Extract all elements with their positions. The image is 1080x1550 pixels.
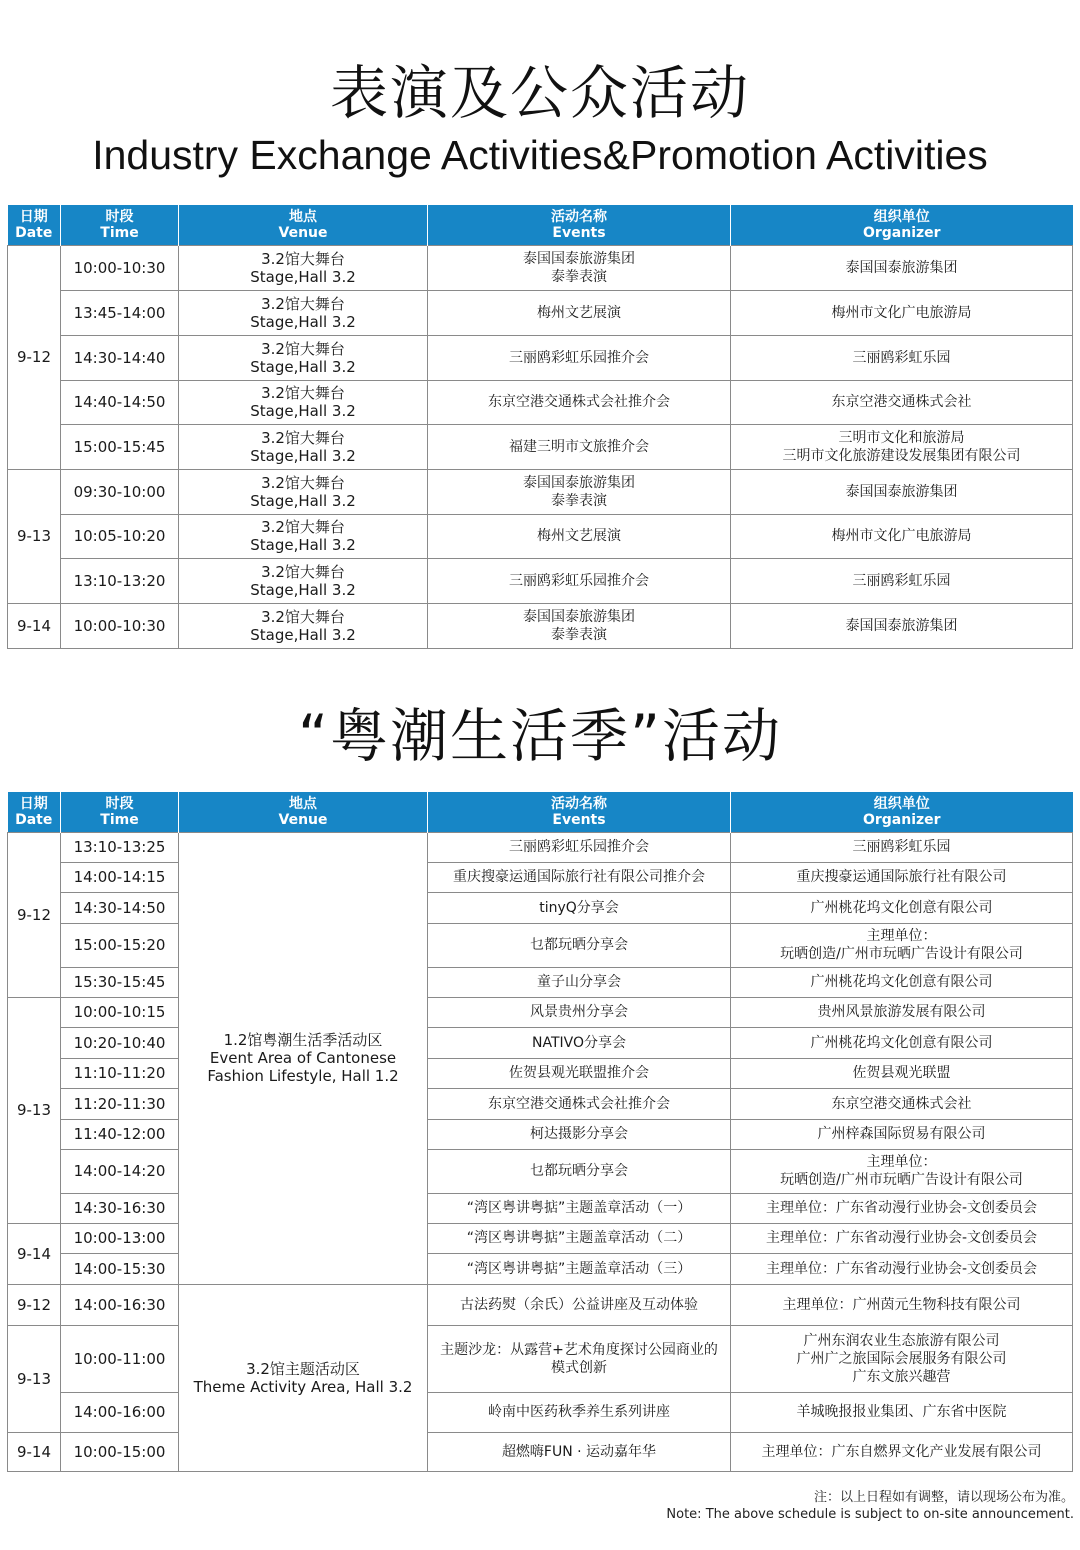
time-cell: 14:00-16:00 — [61, 1392, 179, 1432]
cell-line: Theme Activity Area, Hall 3.2 — [193, 1377, 413, 1396]
cell-line: 东京空港交通株式会社推介会 — [488, 394, 670, 410]
venue-cell — [179, 558, 428, 603]
cell-line: 主理单位：广州茵元生物科技有限公司 — [782, 1296, 1021, 1313]
cell-line: 东京空港交通株式会社推介会 — [488, 1095, 670, 1112]
venue-en: Stage,Hall 3.2 — [250, 625, 356, 644]
header-time: 时段 Time — [61, 792, 179, 832]
cell-line: 主理单位：广东省动漫行业协会-文创委员会 — [765, 1260, 1038, 1277]
note-en: Note: The above schedule is subject to on-site announcement. — [666, 1507, 1074, 1522]
organizer-cell — [731, 1027, 1073, 1058]
organizer-cell — [731, 923, 1073, 967]
venue-zh: 3.2馆大舞台 — [261, 428, 345, 447]
table-row — [8, 469, 1073, 514]
date-cell: 9-13 — [8, 1325, 61, 1432]
cell-line: 泰国国泰旅游集团 — [845, 483, 958, 500]
venue-zh: 3.2馆大舞台 — [261, 339, 345, 358]
organizer-cell — [731, 1149, 1073, 1193]
cell-line: 广州梓森国际贸易有限公司 — [817, 1126, 986, 1142]
cell-line: 泰国国泰旅游集团 — [523, 608, 635, 625]
cell-line: 玩晒创造/广州市玩晒广告设计有限公司 — [780, 946, 1023, 962]
header-date: 日期 Date — [8, 792, 61, 832]
cell-line: 福建三明市文旅推介会 — [509, 438, 649, 455]
cell-line: 古法药熨（余氏）公益讲座及互动体验 — [460, 1296, 698, 1313]
event-cell — [428, 997, 731, 1027]
table-row — [8, 603, 1073, 648]
table-row — [8, 424, 1073, 469]
event-cell — [428, 1027, 731, 1058]
venue-cell — [179, 469, 428, 514]
event-cell — [428, 424, 731, 469]
cell-line: 广州桃花坞文化创意有限公司 — [810, 1034, 993, 1051]
organizer-cell — [731, 1432, 1073, 1471]
event-cell — [428, 1325, 731, 1392]
event-cell — [428, 1432, 731, 1471]
table-row — [8, 1027, 1073, 1058]
cell-line: 广州桃花坞文化创意有限公司 — [810, 899, 993, 916]
cell-line: 主理单位：广东省动漫行业协会-文创委员会 — [765, 1230, 1038, 1246]
event-cell — [428, 469, 731, 514]
date-cell: 9-14 — [8, 1223, 61, 1284]
table-row — [8, 1088, 1073, 1119]
cell-line: 重庆搜豪运通国际旅行社有限公司 — [796, 869, 1007, 885]
date-cell: 9-13 — [8, 469, 61, 603]
organizer-cell — [731, 1392, 1073, 1432]
cell-line: 泰拳表演 — [551, 268, 607, 285]
event-cell — [428, 1392, 731, 1432]
event-cell — [428, 380, 731, 424]
organizer-cell — [731, 862, 1073, 892]
header-organizer: 组织单位 Organizer — [731, 792, 1073, 832]
venue-cell — [179, 424, 428, 469]
cell-line: 佐贺县观光联盟推介会 — [509, 1065, 649, 1081]
organizer-cell — [731, 335, 1073, 380]
cell-line: 东京空港交通株式会社 — [831, 394, 972, 410]
time-cell: 13:45-14:00 — [61, 290, 179, 335]
cell-line: 佐贺县观光联盟 — [852, 1065, 951, 1081]
table-row — [8, 558, 1073, 603]
time-cell: 14:30-14:50 — [61, 892, 179, 923]
event-cell — [428, 1193, 731, 1223]
cell-line: 玩晒创造/广州市玩晒广告设计有限公司 — [780, 1172, 1023, 1188]
date-cell: 9-13 — [8, 997, 61, 1223]
time-cell: 10:05-10:20 — [61, 514, 179, 558]
cell-line: 乜都玩晒分享会 — [530, 937, 628, 953]
cell-line: 三丽鸥彩虹乐园推介会 — [509, 349, 649, 366]
venue-zh: 3.2馆大舞台 — [261, 473, 345, 492]
cell-line: 广州东润农业生态旅游有限公司 — [803, 1332, 1000, 1349]
cell-line: 泰拳表演 — [551, 626, 607, 643]
cell-line: 泰国国泰旅游集团 — [523, 474, 635, 491]
cell-line: 三丽鸥彩虹乐园 — [852, 349, 951, 366]
event-cell — [428, 923, 731, 967]
event-cell — [428, 1149, 731, 1193]
event-cell — [428, 1223, 731, 1253]
table-row — [8, 1058, 1073, 1088]
organizer-cell — [731, 1223, 1073, 1253]
lifestyle-schedule-table — [7, 792, 1073, 1472]
organizer-cell — [731, 832, 1073, 862]
cell-line: 主理单位： — [866, 928, 937, 944]
table-row — [8, 832, 1073, 862]
table-header-row — [8, 205, 1073, 245]
time-cell: 10:00-10:30 — [61, 245, 179, 290]
cell-line: Event Area of Cantonese — [209, 1049, 397, 1067]
organizer-cell — [731, 290, 1073, 335]
cell-line: 1.2馆粤潮生活季活动区 — [223, 1031, 383, 1049]
cell-line: 三丽鸥彩虹乐园推介会 — [509, 572, 649, 589]
event-cell — [428, 832, 731, 862]
table-row — [8, 290, 1073, 335]
time-cell: 10:00-13:00 — [61, 1223, 179, 1253]
organizer-cell — [731, 892, 1073, 923]
table-row — [8, 1149, 1073, 1193]
time-cell: 15:30-15:45 — [61, 967, 179, 997]
time-cell: 13:10-13:25 — [61, 832, 179, 862]
cell-line: Fashion Lifestyle, Hall 1.2 — [207, 1067, 399, 1085]
organizer-cell — [731, 967, 1073, 997]
cell-line: 泰国国泰旅游集团 — [523, 250, 635, 267]
cell-line: 广东文旅兴趣营 — [852, 1368, 951, 1385]
cell-line: 3.2馆主题活动区 — [246, 1359, 360, 1378]
cell-line: 梅州文艺展演 — [537, 304, 621, 321]
table-row — [8, 1284, 1073, 1325]
event-cell — [428, 558, 731, 603]
cell-line: 泰国国泰旅游集团 — [845, 259, 958, 276]
schedule-note — [666, 1489, 1074, 1523]
cell-line: tinyQ分享会 — [539, 899, 619, 916]
cell-line: 广州桃花坞文化创意有限公司 — [810, 974, 993, 990]
venue-zh: 3.2馆大舞台 — [261, 249, 345, 268]
organizer-cell — [731, 1058, 1073, 1088]
cell-line: 主理单位：广东自燃界文化产业发展有限公司 — [761, 1443, 1042, 1460]
header-venue: 地点 Venue — [179, 792, 428, 832]
cell-line: 东京空港交通株式会社 — [831, 1095, 972, 1112]
time-cell: 14:00-14:15 — [61, 862, 179, 892]
venue-cell — [179, 335, 428, 380]
cell-line: 超燃嗨FUN · 运动嘉年华 — [501, 1443, 657, 1460]
event-cell — [428, 603, 731, 648]
cell-line: NATIVO分享会 — [532, 1034, 626, 1051]
time-cell: 10:00-15:00 — [61, 1432, 179, 1471]
organizer-cell — [731, 1253, 1073, 1284]
cell-line: 主理单位：广东省动漫行业协会-文创委员会 — [765, 1200, 1038, 1216]
table-row — [8, 923, 1073, 967]
cell-line: 三明市文化旅游建设发展集团有限公司 — [782, 447, 1021, 464]
header-venue: 地点 Venue — [179, 205, 428, 245]
venue-cell — [179, 1284, 428, 1471]
event-cell — [428, 290, 731, 335]
table-row — [8, 245, 1073, 290]
cell-line: “湾区粤讲粤掂”主题盖章活动（二） — [466, 1230, 692, 1246]
organizer-cell — [731, 1119, 1073, 1149]
header-date: 日期 Date — [8, 205, 61, 245]
cell-line: 岭南中医药秋季养生系列讲座 — [488, 1404, 670, 1420]
venue-en: Stage,Hall 3.2 — [250, 536, 356, 554]
event-cell — [428, 1284, 731, 1325]
table-row — [8, 1119, 1073, 1149]
event-cell — [428, 862, 731, 892]
cell-line: 三丽鸥彩虹乐园 — [852, 839, 951, 855]
cell-line: 广州广之旅国际会展服务有限公司 — [796, 1350, 1007, 1367]
time-cell: 14:00-16:30 — [61, 1284, 179, 1325]
table-row — [8, 1223, 1073, 1253]
venue-zh: 3.2馆大舞台 — [261, 294, 345, 313]
cell-line: 童子山分享会 — [537, 974, 621, 990]
event-cell — [428, 1253, 731, 1284]
event-cell — [428, 1119, 731, 1149]
performance-schedule-table — [7, 205, 1073, 649]
organizer-cell — [731, 514, 1073, 558]
venue-en: Stage,Hall 3.2 — [250, 357, 356, 376]
cell-line: 主理单位： — [866, 1154, 937, 1170]
time-cell: 11:10-11:20 — [61, 1058, 179, 1088]
table-row — [8, 380, 1073, 424]
date-cell: 9-12 — [8, 245, 61, 469]
organizer-cell — [731, 1284, 1073, 1325]
date-cell: 9-14 — [8, 603, 61, 648]
time-cell: 14:40-14:50 — [61, 380, 179, 424]
venue-cell — [179, 832, 428, 1284]
time-cell: 15:00-15:20 — [61, 923, 179, 967]
cell-line: 模式创新 — [551, 1359, 607, 1376]
header-organizer: 组织单位 Organizer — [731, 205, 1073, 245]
time-cell: 09:30-10:00 — [61, 469, 179, 514]
cell-line: 乜都玩晒分享会 — [530, 1163, 628, 1179]
event-cell — [428, 967, 731, 997]
time-cell: 10:00-10:30 — [61, 603, 179, 648]
time-cell: 14:00-15:30 — [61, 1253, 179, 1284]
cell-line: 梅州文艺展演 — [537, 528, 621, 544]
cell-line: 羊城晚报报业集团、广东省中医院 — [796, 1404, 1007, 1420]
cell-line: 重庆搜豪运通国际旅行社有限公司推介会 — [453, 869, 705, 885]
venue-cell — [179, 380, 428, 424]
header-events: 活动名称 Events — [428, 792, 731, 832]
table-row — [8, 862, 1073, 892]
time-cell: 10:00-11:00 — [61, 1325, 179, 1392]
table-row — [8, 967, 1073, 997]
organizer-cell — [731, 380, 1073, 424]
cell-line: 泰拳表演 — [551, 492, 607, 509]
time-cell: 13:10-13:20 — [61, 558, 179, 603]
venue-en: Stage,Hall 3.2 — [250, 491, 356, 510]
cell-line: 梅州市文化广电旅游局 — [831, 304, 972, 321]
time-cell: 11:40-12:00 — [61, 1119, 179, 1149]
organizer-cell — [731, 1193, 1073, 1223]
table-row — [8, 892, 1073, 923]
table-row — [8, 1432, 1073, 1471]
cell-line: 风景贵州分享会 — [530, 1004, 628, 1020]
venue-en: Stage,Hall 3.2 — [250, 312, 356, 331]
venue-zh: 3.2馆大舞台 — [261, 562, 345, 581]
table-row — [8, 1325, 1073, 1392]
venue-en: Stage,Hall 3.2 — [250, 402, 356, 420]
time-cell: 14:30-16:30 — [61, 1193, 179, 1223]
time-cell: 14:30-14:40 — [61, 335, 179, 380]
event-cell — [428, 514, 731, 558]
table-row — [8, 1193, 1073, 1223]
cell-line: 贵州风景旅游发展有限公司 — [817, 1004, 986, 1020]
table-row — [8, 335, 1073, 380]
venue-en: Stage,Hall 3.2 — [250, 267, 356, 286]
cell-line: “湾区粤讲粤掂”主题盖章活动（一） — [466, 1200, 692, 1216]
note-zh: 注：以上日程如有调整，请以现场公布为准。 — [813, 1490, 1074, 1505]
cell-line: 三明市文化和旅游局 — [838, 429, 965, 446]
section1-title-zh: 表演及公众活动 — [329, 59, 750, 127]
organizer-cell — [731, 997, 1073, 1027]
event-cell — [428, 1058, 731, 1088]
cell-line: 三丽鸥彩虹乐园 — [852, 572, 951, 589]
event-cell — [428, 335, 731, 380]
organizer-cell — [731, 1325, 1073, 1392]
time-cell: 11:20-11:30 — [61, 1088, 179, 1119]
event-cell — [428, 1088, 731, 1119]
time-cell: 15:00-15:45 — [61, 424, 179, 469]
table-row — [8, 1253, 1073, 1284]
date-cell: 9-12 — [8, 1284, 61, 1325]
date-cell: 9-12 — [8, 832, 61, 997]
cell-line: 梅州市文化广电旅游局 — [831, 528, 972, 544]
header-time: 时段 Time — [61, 205, 179, 245]
table-header-row — [8, 792, 1073, 832]
section1-title-en: Industry Exchange Activities&Promotion Activities — [92, 132, 988, 178]
venue-cell — [179, 245, 428, 290]
date-cell: 9-14 — [8, 1432, 61, 1471]
time-cell: 10:00-10:15 — [61, 997, 179, 1027]
table-row — [8, 514, 1073, 558]
cell-line: 主题沙龙：从露营+艺术角度探讨公园商业的 — [440, 1341, 718, 1358]
section2-title-zh: “粤潮生活季”活动 — [297, 702, 783, 770]
organizer-cell — [731, 603, 1073, 648]
organizer-cell — [731, 245, 1073, 290]
time-cell: 14:00-14:20 — [61, 1149, 179, 1193]
venue-en: Stage,Hall 3.2 — [250, 580, 356, 599]
cell-line: 泰国国泰旅游集团 — [845, 617, 958, 634]
table-row — [8, 1392, 1073, 1432]
venue-zh: 3.2馆大舞台 — [261, 518, 345, 536]
table-row — [8, 997, 1073, 1027]
time-cell: 10:20-10:40 — [61, 1027, 179, 1058]
venue-cell — [179, 603, 428, 648]
event-cell — [428, 892, 731, 923]
event-cell — [428, 245, 731, 290]
organizer-cell — [731, 424, 1073, 469]
organizer-cell — [731, 1088, 1073, 1119]
cell-line: 三丽鸥彩虹乐园推介会 — [509, 839, 649, 855]
organizer-cell — [731, 469, 1073, 514]
venue-zh: 3.2馆大舞台 — [261, 384, 345, 402]
venue-en: Stage,Hall 3.2 — [250, 446, 356, 465]
venue-cell — [179, 514, 428, 558]
venue-cell — [179, 290, 428, 335]
cell-line: 柯达摄影分享会 — [530, 1126, 628, 1142]
venue-zh: 3.2馆大舞台 — [261, 607, 345, 626]
cell-line: “湾区粤讲粤掂”主题盖章活动（三） — [466, 1260, 692, 1277]
organizer-cell — [731, 558, 1073, 603]
header-events: 活动名称 Events — [428, 205, 731, 245]
